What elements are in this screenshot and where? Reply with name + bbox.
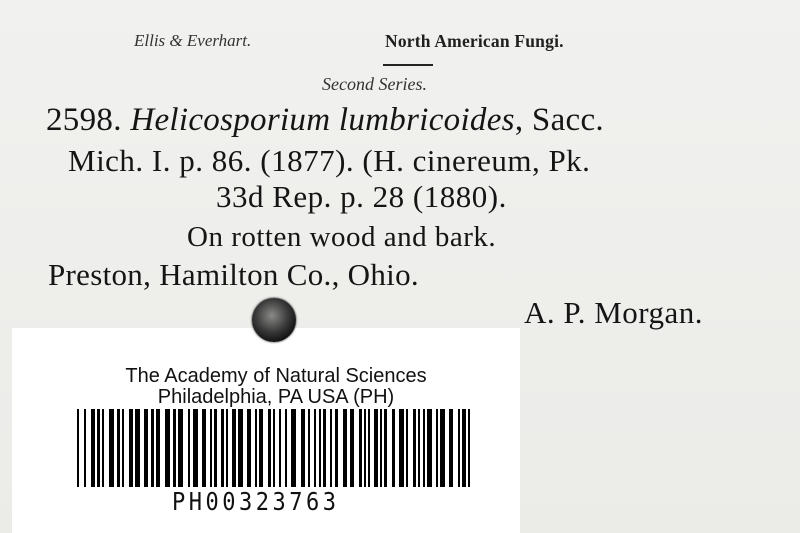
barcode-bar [368,409,370,487]
barcode-bar [418,409,420,487]
barcode-bar [384,409,387,487]
barcode-bar [335,409,338,487]
barcode-bar [91,409,95,487]
barcode-bar [291,409,296,487]
barcode-bar [427,409,432,487]
barcode-bar [122,409,124,487]
barcode-bar [188,409,190,487]
barcode-bar [102,409,104,487]
barcode-number: PH00323763 [172,488,340,517]
barcode-bar [117,409,120,487]
barcode-bar [301,409,305,487]
header-authors: Ellis & Everhart. [134,31,252,50]
barcode-bar [255,409,257,487]
barcode-bar [226,409,228,487]
barcode-bar [449,409,453,487]
barcode-bar [178,409,183,487]
barcode-bar [440,409,445,487]
barcode-bar [279,409,281,487]
barcode-bar [364,409,366,487]
barcode-bar [144,409,148,487]
barcode-bar [330,409,332,487]
barcode-bar [273,409,275,487]
barcode-bar [238,409,243,487]
barcode-bar [268,409,271,487]
barcode-bar [314,409,316,487]
collector-line: A. P. Morgan. [524,295,704,330]
barcode-bar [374,409,378,487]
header-title: North American Fungi. [385,31,564,51]
barcode-bar [247,409,251,487]
barcode-bar [84,409,86,487]
barcode-bar [202,409,206,487]
barcode-bar [468,409,470,487]
citation-line: Mich. I. p. 86. (1877). (H. cinereum, Pk. [68,143,591,178]
barcode-bar [406,409,408,487]
barcode-bar [392,409,395,487]
barcode [77,409,472,487]
barcode-bar [151,409,154,487]
barcode-bar [285,409,287,487]
barcode-bar [210,409,212,487]
barcode-bar [423,409,425,487]
barcode-bar [399,409,404,487]
series-label: Second Series. [322,74,427,94]
barcode-bar [135,409,140,487]
barcode-bar [129,409,133,487]
pin-head-icon [252,298,296,342]
barcode-bar [413,409,416,487]
habitat-line: On rotten wood and bark. [187,221,497,253]
species-author: , Sacc. [514,102,604,138]
locality-line: Preston, Hamilton Co., Ohio. [48,257,419,292]
barcode-bar [323,409,326,487]
citation-line-2: 33d Rep. p. 28 (1880). [216,179,507,214]
header-rule [383,64,433,66]
barcode-bar [436,409,438,487]
species-line [46,102,604,139]
barcode-bar [350,409,354,487]
barcode-bar [458,409,460,487]
barcode-bar [462,409,466,487]
barcode-bar [109,409,114,487]
barcode-card [12,328,520,533]
barcode-bar [380,409,382,487]
barcode-bar [232,409,236,487]
institution-location: Philadelphia, PA USA (PH) [157,386,395,408]
barcode-bar [308,409,310,487]
barcode-bar [193,409,198,487]
barcode-bar [156,409,160,487]
institution-name: The Academy of Natural Sciences [125,365,427,387]
barcode-bar [165,409,170,487]
barcode-bar [259,409,263,487]
barcode-bar [343,409,347,487]
species-name: Helicosporium lumbricoides [130,102,515,138]
species-number: 2598. [46,102,131,138]
barcode-bar [319,409,321,487]
barcode-bar [173,409,176,487]
barcode-bar [214,409,217,487]
barcode-bar [359,409,362,487]
barcode-bar [77,409,79,487]
barcode-bar [221,409,224,487]
barcode-bar [97,409,100,487]
